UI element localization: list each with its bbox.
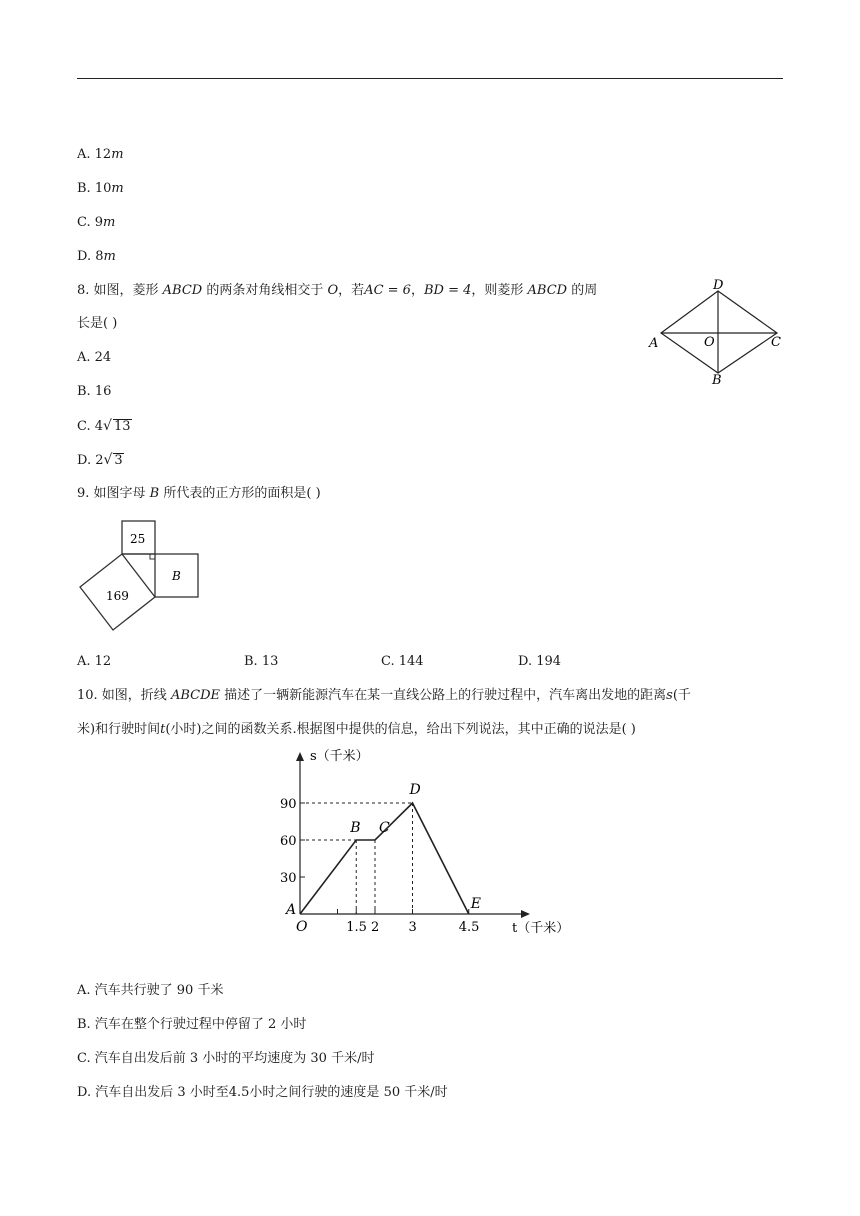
q7-option-b[interactable]: B. 10m xyxy=(77,181,124,196)
x-tick-label-1.5: 1.5 xyxy=(346,920,367,935)
q7-option-a[interactable]: A. 12m xyxy=(77,147,124,162)
point-label-c: C xyxy=(379,820,390,836)
x-tick-label-2: 2 xyxy=(371,920,380,935)
label-169: 169 xyxy=(106,589,129,603)
label-b-square: B xyxy=(172,569,181,583)
q8-option-d[interactable]: D. 2√ 3 xyxy=(77,452,123,468)
q9-option-c[interactable]: C. 144 xyxy=(381,654,424,669)
point-label-d: D xyxy=(409,782,421,798)
q10-stem-line1: 10. 如图，折线 ABCDE 描述了一辆新能源汽车在某一直线公路上的行驶过程中，汽车离出发地的距离s(千 xyxy=(77,688,691,703)
q8-option-a[interactable]: A. 24 xyxy=(77,350,112,365)
x-tick-label-4.5: 4.5 xyxy=(458,920,480,935)
q8-stem-line2: 长是( ) xyxy=(77,316,118,331)
q10-stem-line2: 米)和行驶时间t(小时)之间的函数关系.根据图中提供的信息，给出下列说法，其中正确的说法是( ) xyxy=(77,722,636,737)
q8-stem-line1: 8. 如图，菱形 ABCD 的两条对角线相交于 O，若AC = 6，BD = 4，则菱形 ABCD 的周 xyxy=(77,283,598,298)
q9-stem: 9. 如图字母 B 所代表的正方形的面积是( ) xyxy=(77,486,321,501)
x-tick-label-3: 3 xyxy=(408,920,417,935)
q7-option-d[interactable]: D. 8m xyxy=(77,249,116,264)
q9-option-d[interactable]: D. 194 xyxy=(518,654,562,669)
x-axis-arrow xyxy=(521,910,530,918)
y-tick-label-30: 30 xyxy=(280,871,297,886)
q9-option-b[interactable]: B. 13 xyxy=(244,654,279,669)
label-c: C xyxy=(771,335,781,350)
q8-option-b[interactable]: B. 16 xyxy=(77,384,112,399)
q10-option-c[interactable]: C. 汽车自出发后前 3 小时的平均速度为 30 千米/时 xyxy=(77,1051,375,1066)
q8-option-c[interactable]: C. 4√ 13 xyxy=(77,418,131,434)
label-25: 25 xyxy=(130,532,146,546)
label-a: A xyxy=(649,336,659,351)
point-label-a: A xyxy=(286,902,297,918)
origin-label: O xyxy=(296,919,308,935)
x-axis-label: t（千米） xyxy=(512,921,570,936)
label-b: B xyxy=(712,373,722,388)
point-label-e: E xyxy=(470,896,481,912)
point-label-b: B xyxy=(350,820,361,836)
y-tick-label-90: 90 xyxy=(280,797,297,812)
q7-option-c[interactable]: C. 9m xyxy=(77,215,116,230)
y-tick-label-60: 60 xyxy=(280,834,297,849)
y-axis-arrow xyxy=(296,752,304,761)
q10-option-b[interactable]: B. 汽车在整个行驶过程中停留了 2 小时 xyxy=(77,1017,307,1032)
q10-option-a[interactable]: A. 汽车共行驶了 90 千米 xyxy=(77,983,224,998)
label-d: D xyxy=(713,278,724,293)
label-o: O xyxy=(704,335,715,350)
y-axis-label: s（千米） xyxy=(310,749,369,764)
q10-option-d[interactable]: D. 汽车自出发后 3 小时至4.5小时之间行驶的速度是 50 千米/时 xyxy=(77,1085,448,1100)
q9-option-a[interactable]: A. 12 xyxy=(77,654,112,669)
